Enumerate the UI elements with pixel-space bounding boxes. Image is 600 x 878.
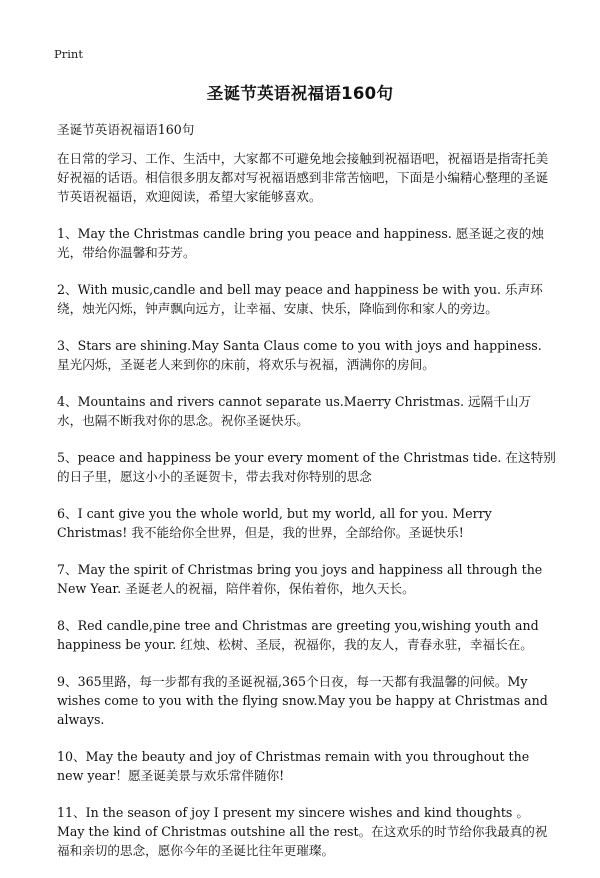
greeting-item-9: 9、365里路，每一步都有我的圣诞祝福,365个日夜，每一天都有我温馨的问候。My wishes come to you with the flying snow.May you be happy at Christmas and always.	[57, 674, 548, 727]
greeting-item-5: 5、peace and happiness be your every moment of the Christmas tide. 在这特别的日子里，愿这小小的圣诞贺卡，带去我对你特别的思念	[57, 450, 556, 484]
greeting-item-11: 11、In the season of joy I present my sincere wishes and kind thoughts 。 May the kind of Christmas outshine all the rest。在这欢乐的时节给你我最真的祝福和亲切的思念，愿你今年的圣诞比往年更璀璨。	[57, 805, 548, 858]
greeting-item-10: 10、May the beauty and joy of Christmas remain with you throughout the new year！愿圣诞美景与欢乐常伴随你!	[57, 749, 530, 783]
greeting-item-7: 7、May the spirit of Christmas bring you joys and happiness all through the New Year. 圣诞老人的祝福，陪伴着你，保佑着你，地久天长。	[57, 562, 543, 596]
greeting-item-3: 3、Stars are shining.May Santa Claus come to you with joys and happiness. 星光闪烁，圣诞老人来到你的床前，将欢乐与祝福，洒满你的房间。	[57, 338, 542, 372]
greeting-item-4: 4、Mountains and rivers cannot separate us.Maerry Christmas. 远隔千山万水，也隔不断我对你的思念。祝你圣诞快乐。	[57, 394, 532, 428]
article-subtitle: 圣诞节英语祝福语160句	[57, 122, 195, 137]
article-intro: 在日常的学习、工作、生活中，大家都不可避免地会接触到祝福语吧，祝福语是指寄托美好祝福的话语。相信很多朋友都对写祝福语感到非常苦恼吧，下面是小编精心整理的圣诞节英语祝福语，欢迎阅读，希望大家能够喜欢。	[57, 151, 549, 204]
greeting-item-2: 2、With music,candle and bell may peace and happiness be with you. 乐声环绕，烛光闪烁，钟声飘向远方，让幸福、安康、快乐，降临到你和家人的旁边。	[57, 282, 543, 316]
greeting-item-6: 6、I cant give you the whole world, but my world, all for you. Merry Christmas! 我不能给你全世界，但是，我的世界，全部给你。圣诞快乐!	[57, 506, 492, 540]
print-link[interactable]: Print	[54, 47, 83, 61]
page-title: 圣诞节英语祝福语160句	[206, 84, 394, 103]
greeting-item-1: 1、May the Christmas candle bring you peace and happiness. 愿圣诞之夜的烛光，带给你温馨和芬芳。	[57, 226, 544, 260]
article-body	[57, 120, 556, 878]
greeting-item-8: 8、Red candle,pine tree and Christmas are greeting you,wishing youth and happiness be your. 红烛、松树、圣辰，祝福你，我的友人，青春永驻，幸福长在。	[57, 618, 539, 652]
